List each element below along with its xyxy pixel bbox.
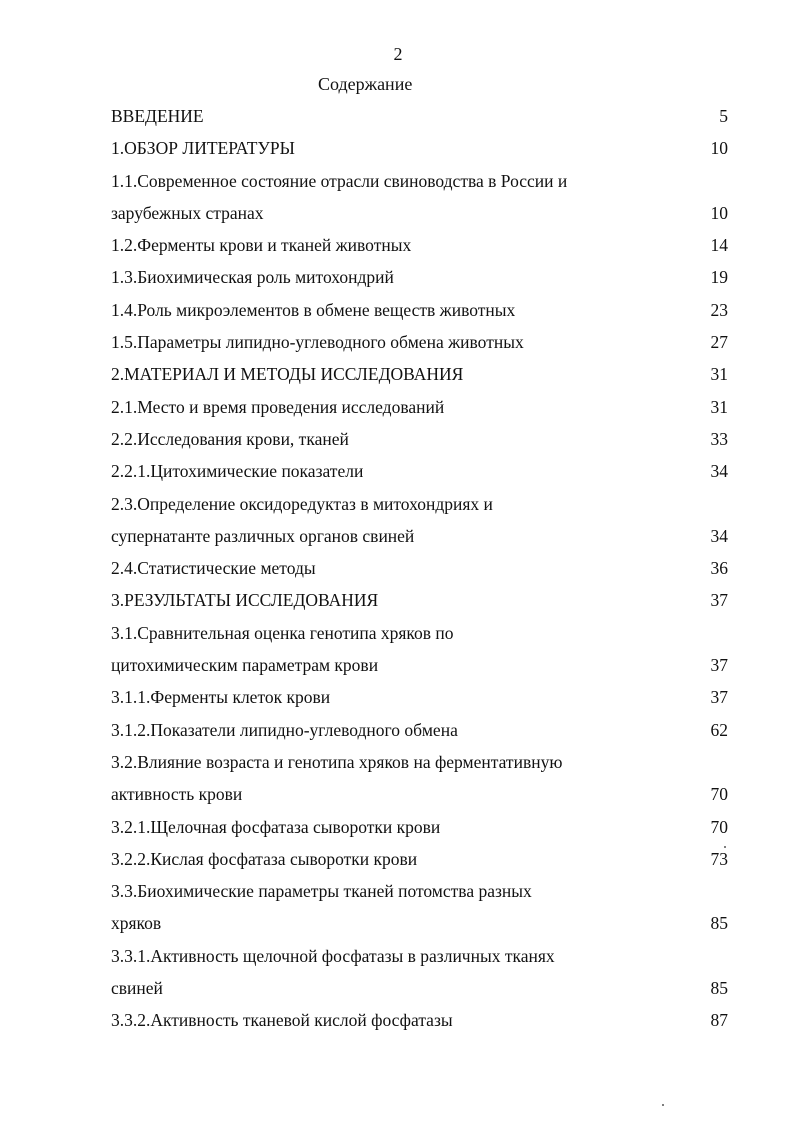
toc-entry [111, 843, 728, 875]
toc-entry-page: 62 [710, 719, 728, 740]
toc-entry-page: 37 [710, 655, 728, 676]
toc-entry [111, 649, 728, 681]
toc-entry [111, 100, 728, 132]
toc-entry [111, 423, 728, 455]
scan-speck [662, 1104, 664, 1106]
toc-title: Содержание [318, 74, 413, 94]
toc-entry [111, 778, 728, 810]
toc-entry-page: 31 [710, 396, 728, 417]
toc-entry-title: 1.3.Биохимическая роль митохондрий [111, 267, 394, 288]
toc-entry [111, 391, 728, 423]
toc-entry-page: 70 [710, 816, 728, 837]
toc-entry [111, 714, 728, 746]
scan-speck [724, 846, 726, 848]
toc-entry-title: 3.2.1.Щелочная фосфатаза сыворотки крови [111, 816, 441, 837]
toc-entry [111, 132, 728, 164]
toc-entry-title: 3.3.Биохимические параметры тканей потомства разных [111, 881, 532, 902]
toc-entry-title: 3.2.Влияние возраста и генотипа хряков на ферментативную [111, 751, 563, 772]
toc-entry [111, 455, 728, 487]
toc-entry-page: 87 [710, 1010, 728, 1031]
toc-entry-page: 33 [710, 428, 728, 449]
toc-entry [111, 261, 728, 293]
toc-entry-title: 2.2.Исследования крови, тканей [111, 428, 349, 449]
toc-entry-page: 14 [710, 235, 728, 256]
toc-entry-page: 37 [710, 590, 728, 611]
toc-entry-page: 19 [710, 267, 728, 288]
toc-entry-title: зарубежных странах [111, 202, 264, 223]
toc-entry-title: активность крови [111, 784, 243, 805]
toc-entry-title: 3.2.2.Кислая фосфатаза сыворотки крови [111, 848, 418, 869]
toc-entry-title: 1.ОБЗОР ЛИТЕРАТУРЫ [111, 138, 295, 159]
toc-entry-page: 10 [710, 138, 728, 159]
toc-entry-title: 2.2.1.Цитохимические показатели [111, 461, 364, 482]
toc-entry-title: 2.1.Место и время проведения исследований [111, 396, 445, 417]
toc-entry [111, 488, 728, 520]
toc-entry [111, 617, 728, 649]
toc-entry [111, 552, 728, 584]
toc-entry-page: 27 [710, 332, 728, 353]
toc-entry [111, 326, 728, 358]
toc-entry-page: 5 [719, 106, 728, 126]
toc-entry-title: 1.2.Ферменты крови и тканей животных [111, 235, 412, 256]
toc-entry-title: супернатанте различных органов свиней [111, 525, 415, 546]
toc-entry [111, 681, 728, 713]
toc-entry-page: 85 [710, 978, 728, 999]
toc-entry [111, 520, 728, 552]
toc-entry [111, 165, 728, 197]
toc-entry-title: 1.1.Современное состояние отрасли свиноводства в России и [111, 170, 568, 191]
toc-entry [111, 229, 728, 261]
toc-entry [111, 358, 728, 390]
toc-entry-title: 3.1.1.Ферменты клеток крови [111, 687, 331, 708]
toc-entry-title: 3.3.2.Активность тканевой кислой фосфатазы [111, 1010, 453, 1031]
toc-entry-title: 2.МАТЕРИАЛ И МЕТОДЫ ИССЛЕДОВАНИЯ [111, 364, 464, 385]
toc-entry-page: 34 [710, 461, 728, 482]
toc-entry-title: 1.5.Параметры липидно-углеводного обмена животных [111, 332, 524, 353]
toc-entry-title: 2.4.Статистические методы [111, 558, 316, 579]
page-number: 2 [393, 44, 403, 64]
toc-entry-title: свиней [111, 978, 163, 999]
toc-entry [111, 746, 728, 778]
toc-entry-title: ВВЕДЕНИЕ [111, 106, 204, 126]
toc-entry-title: 3.3.1.Активность щелочной фосфатазы в различных тканях [111, 945, 555, 966]
toc-entry-page: 85 [710, 913, 728, 934]
toc-entry-page: 31 [710, 364, 728, 385]
toc-entry-page: 34 [710, 525, 728, 546]
toc-entry [111, 294, 728, 326]
table-of-contents [111, 100, 728, 1037]
toc-entry-title: 3.1.2.Показатели липидно-углеводного обмена [111, 719, 458, 740]
toc-entry-page: 73 [710, 848, 728, 869]
toc-entry [111, 197, 728, 229]
toc-entry [111, 1004, 728, 1036]
toc-entry-title: 2.3.Определение оксидоредуктаз в митохондриях и [111, 493, 493, 514]
toc-entry-page: 37 [710, 687, 728, 708]
toc-entry [111, 940, 728, 972]
toc-entry-page: 36 [710, 558, 728, 579]
toc-entry [111, 811, 728, 843]
toc-entry [111, 875, 728, 907]
toc-entry-title: 3.РЕЗУЛЬТАТЫ ИССЛЕДОВАНИЯ [111, 590, 379, 611]
toc-entry-title: хряков [111, 913, 162, 934]
toc-entry [111, 907, 728, 939]
toc-entry [111, 584, 728, 616]
toc-entry-title: цитохимическим параметрам крови [111, 655, 379, 676]
toc-entry [111, 972, 728, 1004]
toc-entry-page: 10 [710, 202, 728, 223]
toc-entry-title: 3.1.Сравнительная оценка генотипа хряков по [111, 622, 454, 643]
toc-entry-title: 1.4.Роль микроэлементов в обмене веществ животных [111, 299, 516, 320]
toc-entry-page: 70 [710, 784, 728, 805]
toc-entry-page: 23 [710, 299, 728, 320]
